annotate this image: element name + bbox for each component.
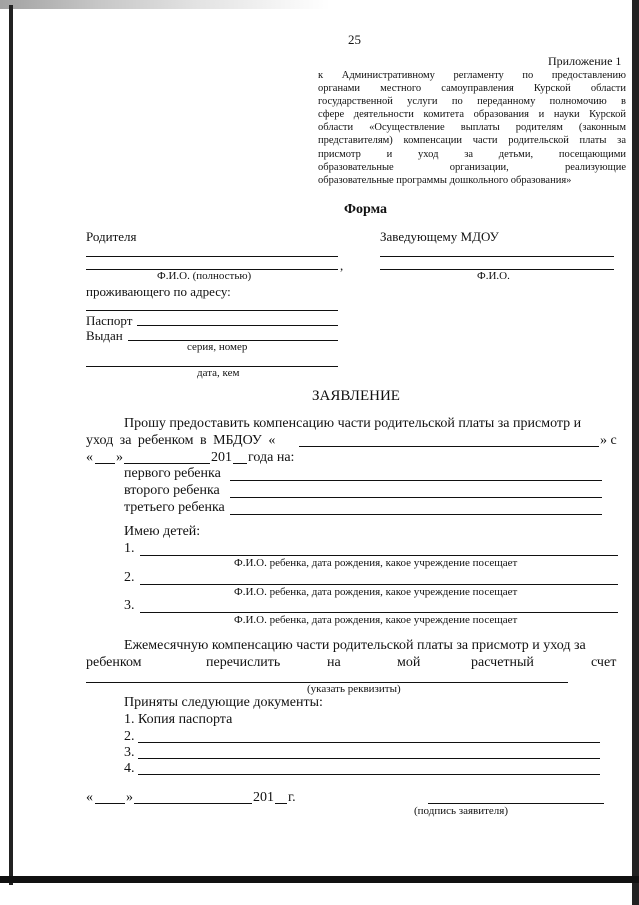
signature-line[interactable] <box>428 803 604 804</box>
annex-title: Приложение 1 <box>548 54 622 68</box>
to-label: Заведующему МДОУ <box>380 229 499 244</box>
from-label: Родителя <box>86 229 137 244</box>
request-line-2-start: уход за ребенком в МБДОУ « <box>86 433 276 448</box>
child-3-line[interactable] <box>140 612 618 613</box>
second-child-line[interactable] <box>230 497 602 498</box>
start-day-line[interactable] <box>95 463 115 464</box>
passport-label: Паспорт <box>86 313 133 328</box>
footer-year-line[interactable] <box>275 803 287 804</box>
child-1-line[interactable] <box>140 555 618 556</box>
footer-month-line[interactable] <box>134 803 252 804</box>
address-label: проживающего по адресу: <box>86 284 231 299</box>
first-child-label: первого ребенка <box>124 466 221 481</box>
mbdou-name-line[interactable] <box>299 446 599 447</box>
annex-line: образовательные организации, реализующие <box>318 161 626 173</box>
bank-details-caption: (указать реквизиты) <box>307 683 401 695</box>
annex-text <box>318 69 626 187</box>
footer-close-quote: » <box>126 790 133 805</box>
start-year-prefix: 201 <box>211 450 232 465</box>
child-3-caption: Ф.И.О. ребенка, дата рождения, какое учреждение посещает <box>234 614 518 626</box>
child-number-2: 2. <box>124 570 135 585</box>
document-1: 1. Копия паспорта <box>124 712 233 727</box>
transfer-word-2: перечислить <box>206 655 281 670</box>
date-close-quote: » <box>116 450 123 465</box>
annex-line: государственной услуги по переданному полномочию в <box>318 96 626 108</box>
from-line-1[interactable] <box>86 256 338 257</box>
document-number-3: 3. <box>124 745 135 760</box>
scan-border-right <box>632 0 639 905</box>
first-child-line[interactable] <box>230 480 602 481</box>
start-month-line[interactable] <box>124 463 210 464</box>
page-number: 25 <box>348 32 361 47</box>
document-number-2: 2. <box>124 729 135 744</box>
documents-label: Приняты следующие документы: <box>124 695 323 710</box>
children-label: Имею детей: <box>124 524 201 539</box>
child-number-3: 3. <box>124 598 135 613</box>
second-child-label: второго ребенка <box>124 483 220 498</box>
start-year-line[interactable] <box>233 463 247 464</box>
transfer-line-1: Ежемесячную компенсацию части родительской платы за присмотр и уход за <box>124 638 586 653</box>
footer-day-line[interactable] <box>95 803 125 804</box>
annex-line: к Административному регламенту по предоставлению <box>318 70 626 81</box>
request-line-3-tail: года на: <box>248 450 295 465</box>
fio-full-caption: Ф.И.О. (полностью) <box>157 270 252 282</box>
comma: , <box>340 258 344 273</box>
signature-caption: (подпись заявителя) <box>414 805 509 817</box>
annex-line: органами местного самоуправления Курской области <box>318 83 626 95</box>
document-3-line[interactable] <box>138 758 600 759</box>
form-title: Форма <box>344 202 388 217</box>
transfer-word-1: ребенком <box>86 655 142 670</box>
annex-line: присмотр и уход за детьми, посещающими <box>318 148 626 160</box>
third-child-line[interactable] <box>230 514 602 515</box>
series-caption: серия, номер <box>187 341 248 353</box>
to-line-1[interactable] <box>380 256 614 257</box>
transfer-word-3: на <box>327 655 341 670</box>
fio-caption: Ф.И.О. <box>477 270 510 282</box>
annex-line: представителям) компенсации части родительской платы за <box>318 135 626 147</box>
address-line[interactable] <box>86 310 338 311</box>
child-2-line[interactable] <box>140 584 618 585</box>
passport-line[interactable] <box>137 325 338 326</box>
request-line-2-end: » с <box>600 433 617 448</box>
footer-year-prefix: 201 <box>253 790 274 805</box>
statement-title: ЗАЯВЛЕНИЕ <box>312 388 400 404</box>
child-2-caption: Ф.И.О. ребенка, дата рождения, какое учреждение посещает <box>234 586 518 598</box>
footer-open-quote: « <box>86 790 93 805</box>
request-line-1: Прошу предоставить компенсацию части родительской платы за присмотр и <box>124 416 582 431</box>
annex-line: области «Осуществление выплаты родителям (законным <box>318 122 626 134</box>
transfer-word-4: мой <box>397 655 421 670</box>
child-1-caption: Ф.И.О. ребенка, дата рождения, какое учреждение посещает <box>234 557 518 569</box>
transfer-word-5: расчетный <box>471 655 534 670</box>
date-caption: дата, кем <box>197 367 240 379</box>
issued-label: Выдан <box>86 328 123 343</box>
document-4-line[interactable] <box>138 774 600 775</box>
annex-line: образовательные программы дошкольного образования» <box>318 174 572 186</box>
scan-artifact-top <box>0 0 330 9</box>
child-number-1: 1. <box>124 541 135 556</box>
scan-border-left <box>9 5 13 885</box>
annex-line: сфере деятельности комитета образования и науки Курской <box>318 109 626 121</box>
document-number-4: 4. <box>124 761 135 776</box>
transfer-word-6: счет <box>591 655 617 670</box>
third-child-label: третьего ребенка <box>124 500 225 515</box>
scan-border-bottom <box>0 876 639 883</box>
document-2-line[interactable] <box>138 742 600 743</box>
footer-year-suffix: г. <box>288 790 296 805</box>
date-open-quote: « <box>86 450 93 465</box>
